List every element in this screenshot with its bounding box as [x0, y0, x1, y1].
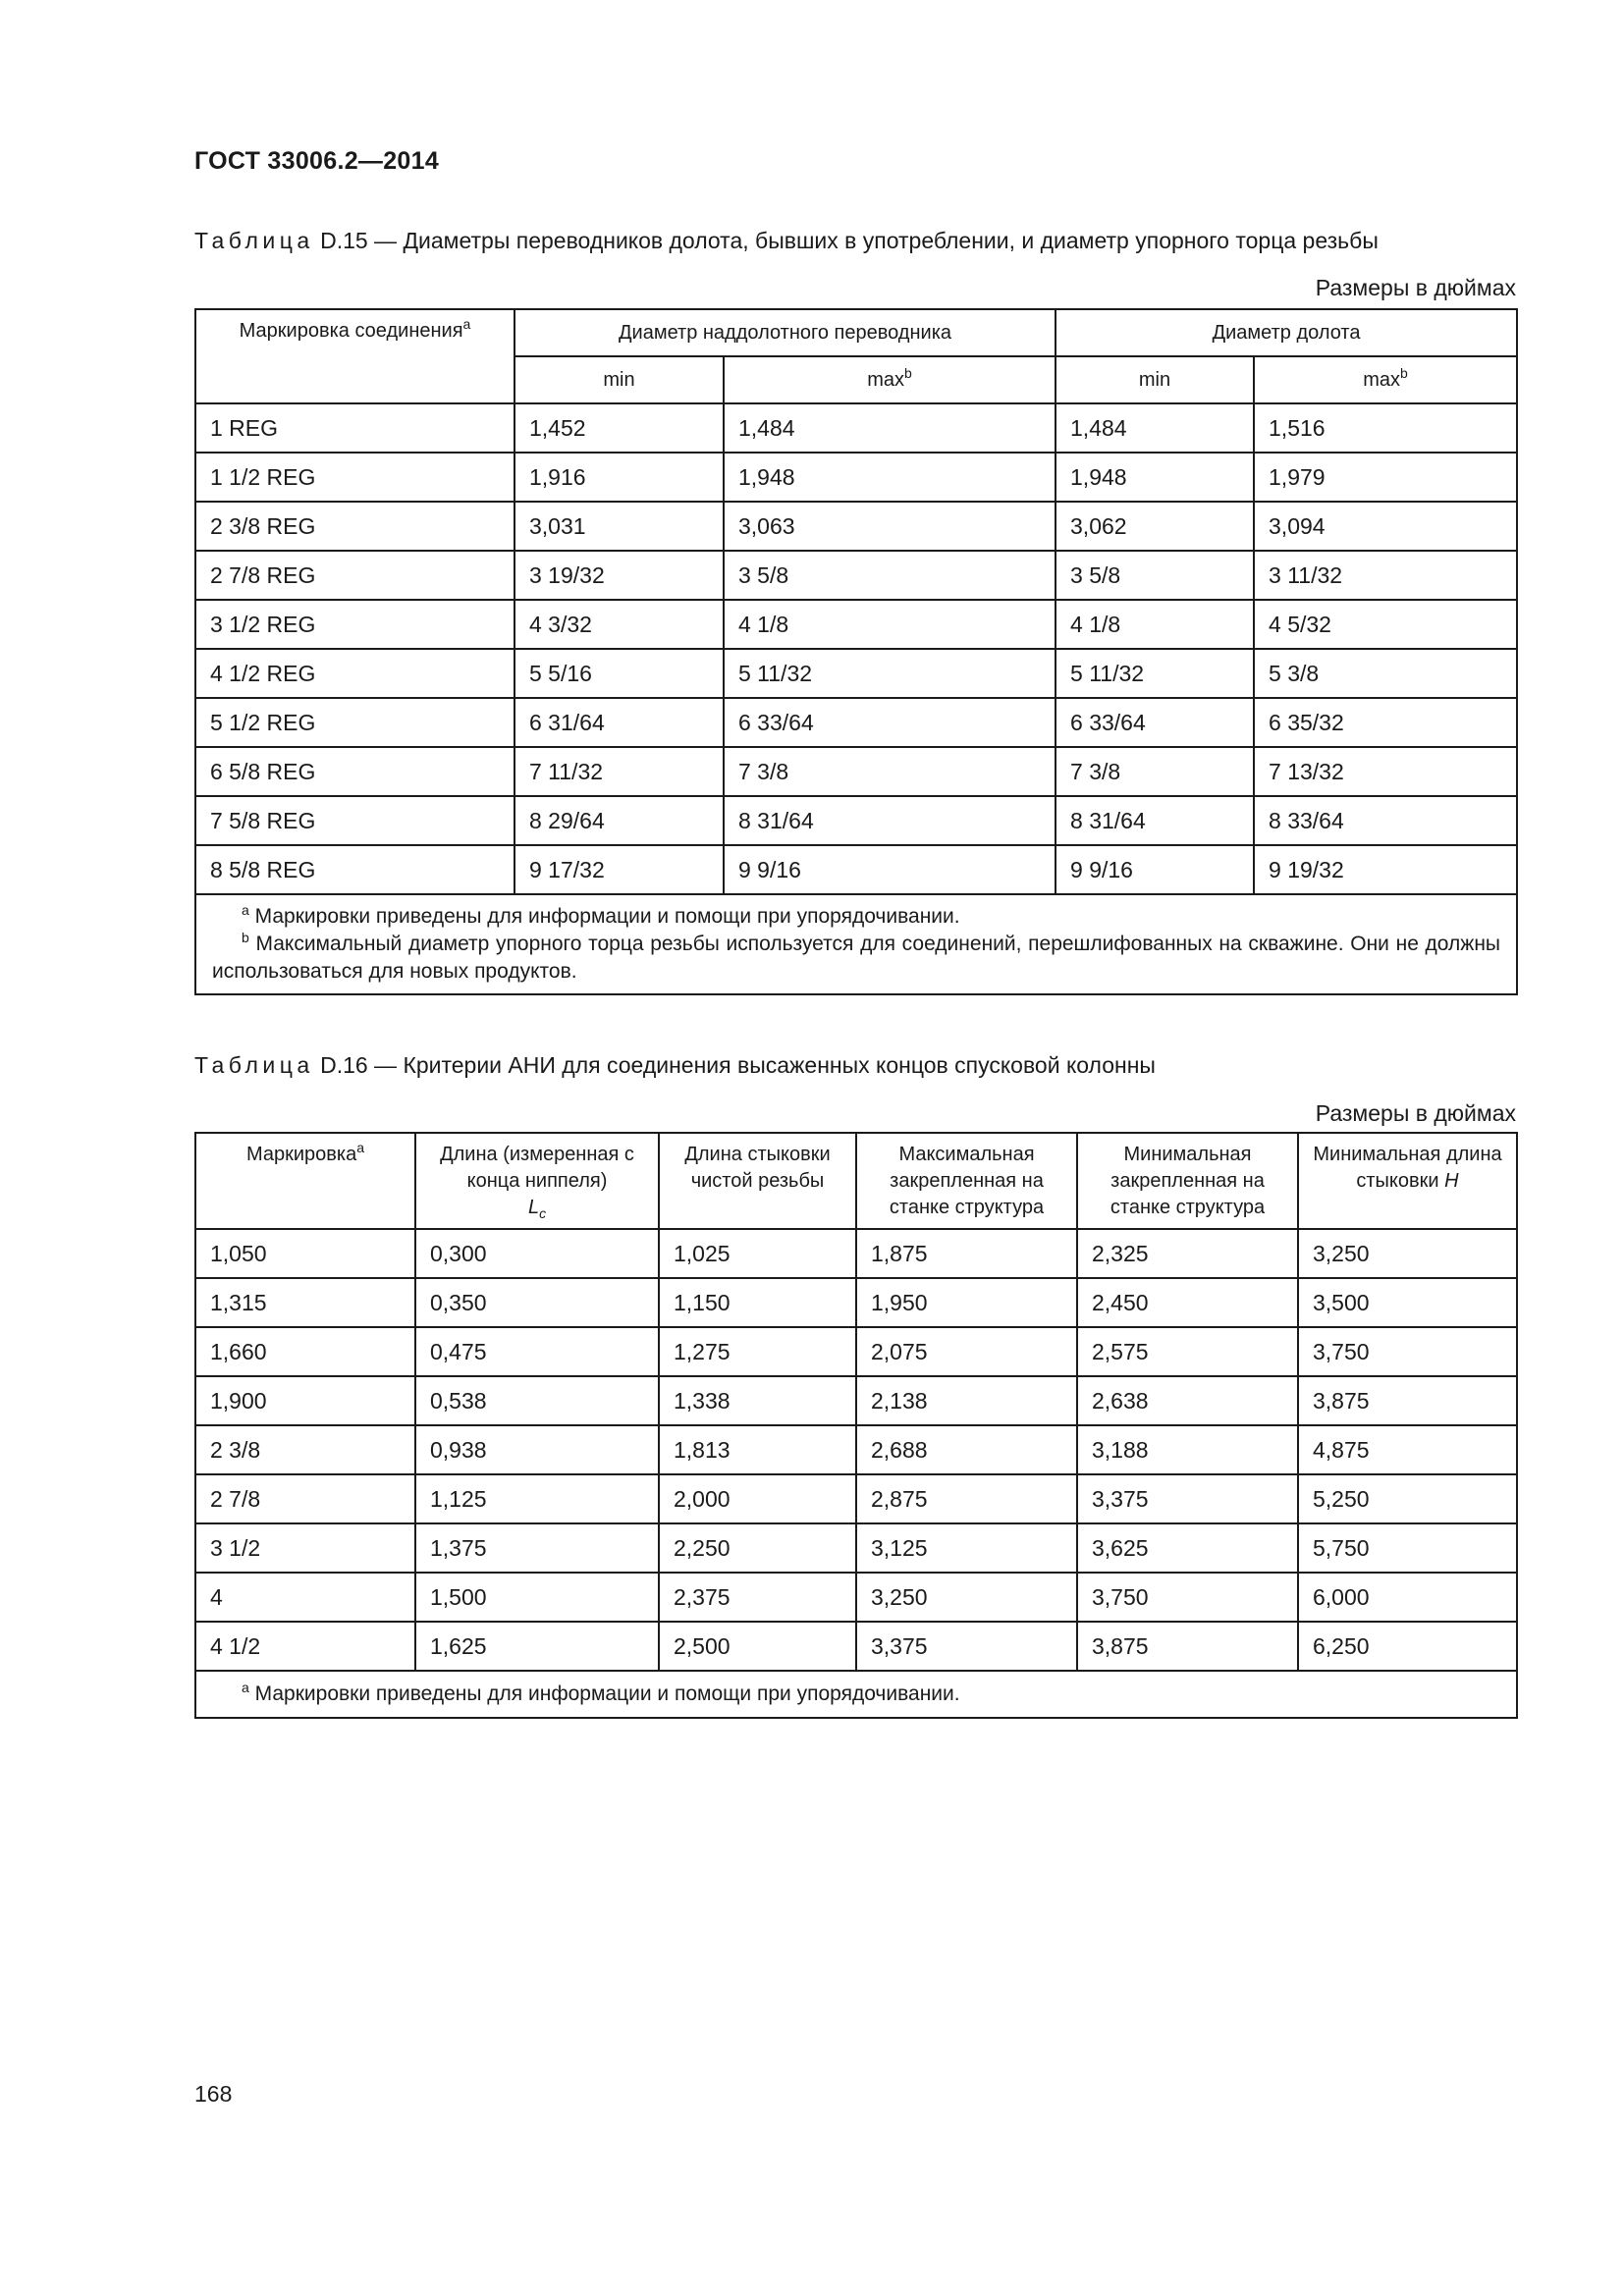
- table-row: [195, 649, 1517, 698]
- table-cell: 3,094: [1254, 502, 1517, 551]
- table-d16-notes: [195, 1671, 1517, 1718]
- page-number: 168: [194, 2081, 233, 2107]
- table-cell: 6,000: [1298, 1573, 1517, 1622]
- footnote-b: $^b$ Максимальный диаметр упорного торца резьбы используется для соединений, перешлифованных на скважине. Они не должны использоваться для новых продуктов.: [212, 930, 1501, 983]
- table-cell: 3 1/2 REG: [195, 600, 514, 649]
- table-cell: 6 5/8 REG: [195, 747, 514, 796]
- table-cell: 3,750: [1077, 1573, 1298, 1622]
- table-cell: 3 1/2: [195, 1523, 415, 1573]
- header-min: min: [514, 356, 724, 403]
- table-cell: 3 5/8: [1056, 551, 1254, 600]
- table-cell: 0,475: [415, 1327, 659, 1376]
- header-min-structure: Минимальная закрепленная на станке структура: [1077, 1133, 1298, 1229]
- table-cell: 3,375: [1077, 1474, 1298, 1523]
- table-cell: 1,500: [415, 1573, 659, 1622]
- table-row: [195, 1376, 1517, 1425]
- table-cell: 4: [195, 1573, 415, 1622]
- table-cell: 1,375: [415, 1523, 659, 1573]
- table-cell: 6 31/64: [514, 698, 724, 747]
- header-max-structure: Максимальная закрепленная на станке структура: [856, 1133, 1077, 1229]
- table-row: [195, 796, 1517, 845]
- table-cell: 1,625: [415, 1622, 659, 1671]
- table-cell: 6 33/64: [724, 698, 1056, 747]
- table-cell: 1,900: [195, 1376, 415, 1425]
- table-cell: 4 1/2 REG: [195, 649, 514, 698]
- caption-title: D.15 — Диаметры переводников долота, бывших в употреблении, и диаметр упорного торца резьбы: [320, 228, 1379, 253]
- table-cell: 0,938: [415, 1425, 659, 1474]
- table-cell: 1,150: [659, 1278, 856, 1327]
- table-cell: 3,875: [1077, 1622, 1298, 1671]
- table-d15-units: Размеры в дюймах: [1315, 275, 1516, 300]
- table-row: [195, 1327, 1517, 1376]
- table-cell: 2,325: [1077, 1229, 1298, 1278]
- table-cell: 3,375: [856, 1622, 1077, 1671]
- table-row: [195, 1474, 1517, 1523]
- header-bit-diameter-group: Диаметр долота: [1056, 309, 1517, 356]
- table-row: [195, 845, 1517, 894]
- table-cell: 3,031: [514, 502, 724, 551]
- table-row: [195, 1278, 1517, 1327]
- table-d15-notes: [195, 894, 1517, 994]
- table-cell: 5,250: [1298, 1474, 1517, 1523]
- table-cell: 1,813: [659, 1425, 856, 1474]
- table-cell: 8 31/64: [1056, 796, 1254, 845]
- table-cell: 1,950: [856, 1278, 1077, 1327]
- header-min: min: [1056, 356, 1254, 403]
- table-row: [195, 698, 1517, 747]
- table-cell: 6 33/64: [1056, 698, 1254, 747]
- table-cell: 3,125: [856, 1523, 1077, 1573]
- table-row: [195, 747, 1517, 796]
- table-cell: 5 11/32: [724, 649, 1056, 698]
- header-connection-marking: Маркировка соединения$^a$: [195, 309, 514, 403]
- table-d15: [194, 308, 1518, 995]
- table-cell: 2,075: [856, 1327, 1077, 1376]
- table-cell: 7 11/32: [514, 747, 724, 796]
- table-cell: 3,188: [1077, 1425, 1298, 1474]
- table-cell: 3,750: [1298, 1327, 1517, 1376]
- table-cell: 1,452: [514, 403, 724, 453]
- document-header: ГОСТ 33006.2—2014: [194, 147, 440, 175]
- footnote-a: $^a$ Маркировки приведены для информации и помощи при упорядочивании.: [242, 902, 960, 928]
- table-cell: 9 19/32: [1254, 845, 1517, 894]
- table-cell: 6,250: [1298, 1622, 1517, 1671]
- table-cell: 2 3/8: [195, 1425, 415, 1474]
- table-cell: 2,000: [659, 1474, 856, 1523]
- table-cell: 1,125: [415, 1474, 659, 1523]
- caption-label: Таблица: [194, 228, 314, 253]
- table-cell: 1,660: [195, 1327, 415, 1376]
- table-cell: 4 1/8: [724, 600, 1056, 649]
- table-cell: 3,250: [1298, 1229, 1517, 1278]
- table-cell: 5,750: [1298, 1523, 1517, 1573]
- table-cell: 1,875: [856, 1229, 1077, 1278]
- table-cell: 7 13/32: [1254, 747, 1517, 796]
- table-cell: 3,625: [1077, 1523, 1298, 1573]
- table-cell: 2 3/8 REG: [195, 502, 514, 551]
- table-cell: 3 5/8: [724, 551, 1056, 600]
- table-cell: 4 1/8: [1056, 600, 1254, 649]
- table-cell: 8 33/64: [1254, 796, 1517, 845]
- table-cell: 9 9/16: [724, 845, 1056, 894]
- table-cell: 9 9/16: [1056, 845, 1254, 894]
- table-cell: 8 31/64: [724, 796, 1056, 845]
- table-cell: 1 1/2 REG: [195, 453, 514, 502]
- table-cell: 5 1/2 REG: [195, 698, 514, 747]
- table-d16-caption: [194, 1052, 1156, 1079]
- caption-title: D.16 — Критерии АНИ для соединения высаженных концов спусковой колонны: [320, 1052, 1156, 1078]
- table-cell: 4 1/2: [195, 1622, 415, 1671]
- table-cell: 1,948: [724, 453, 1056, 502]
- table-d16-units: Размеры в дюймах: [1315, 1100, 1516, 1126]
- table-row: [195, 600, 1517, 649]
- table-cell: 2,450: [1077, 1278, 1298, 1327]
- caption-label: Таблица: [194, 1052, 314, 1078]
- table-cell: 9 17/32: [514, 845, 724, 894]
- table-cell: 1,050: [195, 1229, 415, 1278]
- table-cell: 3,500: [1298, 1278, 1517, 1327]
- table-cell: 3,250: [856, 1573, 1077, 1622]
- table-cell: 2,250: [659, 1523, 856, 1573]
- table-cell: 3,062: [1056, 502, 1254, 551]
- table-cell: 2,875: [856, 1474, 1077, 1523]
- table-cell: 1,948: [1056, 453, 1254, 502]
- table-row: [195, 551, 1517, 600]
- table-cell: 7 3/8: [1056, 747, 1254, 796]
- header-marking: Маркировка$^a$: [195, 1133, 415, 1229]
- table-d15-caption: [194, 228, 1379, 254]
- table-row: [195, 1425, 1517, 1474]
- table-cell: 1 REG: [195, 403, 514, 453]
- table-cell: 3 11/32: [1254, 551, 1517, 600]
- table-cell: 1,484: [1056, 403, 1254, 453]
- table-cell: 2,500: [659, 1622, 856, 1671]
- table-cell: 5 11/32: [1056, 649, 1254, 698]
- table-cell: 1,516: [1254, 403, 1517, 453]
- table-row: [195, 453, 1517, 502]
- table-cell: 0,350: [415, 1278, 659, 1327]
- table-cell: 2 7/8: [195, 1474, 415, 1523]
- table-cell: 1,025: [659, 1229, 856, 1278]
- table-cell: 3,875: [1298, 1376, 1517, 1425]
- table-cell: 1,275: [659, 1327, 856, 1376]
- table-cell: 1,484: [724, 403, 1056, 453]
- table-row: [195, 1229, 1517, 1278]
- table-cell: 5 3/8: [1254, 649, 1517, 698]
- table-row: [195, 403, 1517, 453]
- header-clean-thread-length: Длина стыковки чистой резьбы: [659, 1133, 856, 1229]
- table-cell: 1,916: [514, 453, 724, 502]
- table-cell: 4 3/32: [514, 600, 724, 649]
- table-row: [195, 1573, 1517, 1622]
- table-cell: 0,300: [415, 1229, 659, 1278]
- table-cell: 5 5/16: [514, 649, 724, 698]
- table-cell: 4 5/32: [1254, 600, 1517, 649]
- table-cell: 1,979: [1254, 453, 1517, 502]
- table-cell: 2 7/8 REG: [195, 551, 514, 600]
- table-cell: 7 3/8: [724, 747, 1056, 796]
- table-cell: 2,375: [659, 1573, 856, 1622]
- table-cell: 1,315: [195, 1278, 415, 1327]
- header-length-from-nipple: Длина (измеренная с конца ниппеля) $L_c$: [415, 1133, 659, 1229]
- table-cell: 0,538: [415, 1376, 659, 1425]
- header-max: $\max^b$: [724, 356, 1056, 403]
- table-cell: 3 19/32: [514, 551, 724, 600]
- table-row: [195, 1523, 1517, 1573]
- header-min-engagement-length: Минимальная длина стыковки H: [1298, 1133, 1517, 1229]
- table-d16: [194, 1132, 1518, 1719]
- table-cell: 6 35/32: [1254, 698, 1517, 747]
- header-max: $\max^b$: [1254, 356, 1517, 403]
- table-cell: 7 5/8 REG: [195, 796, 514, 845]
- table-cell: 3,063: [724, 502, 1056, 551]
- table-cell: 8 5/8 REG: [195, 845, 514, 894]
- table-cell: 2,575: [1077, 1327, 1298, 1376]
- table-cell: 4,875: [1298, 1425, 1517, 1474]
- header-sub-diameter-group: Диаметр наддолотного переводника: [514, 309, 1056, 356]
- table-row: [195, 1622, 1517, 1671]
- footnote-a: $^a$ Маркировки приведены для информации и помощи при упорядочивании.: [242, 1680, 960, 1705]
- table-cell: 8 29/64: [514, 796, 724, 845]
- table-cell: 2,638: [1077, 1376, 1298, 1425]
- table-cell: 1,338: [659, 1376, 856, 1425]
- table-cell: 2,138: [856, 1376, 1077, 1425]
- table-row: [195, 502, 1517, 551]
- table-cell: 2,688: [856, 1425, 1077, 1474]
